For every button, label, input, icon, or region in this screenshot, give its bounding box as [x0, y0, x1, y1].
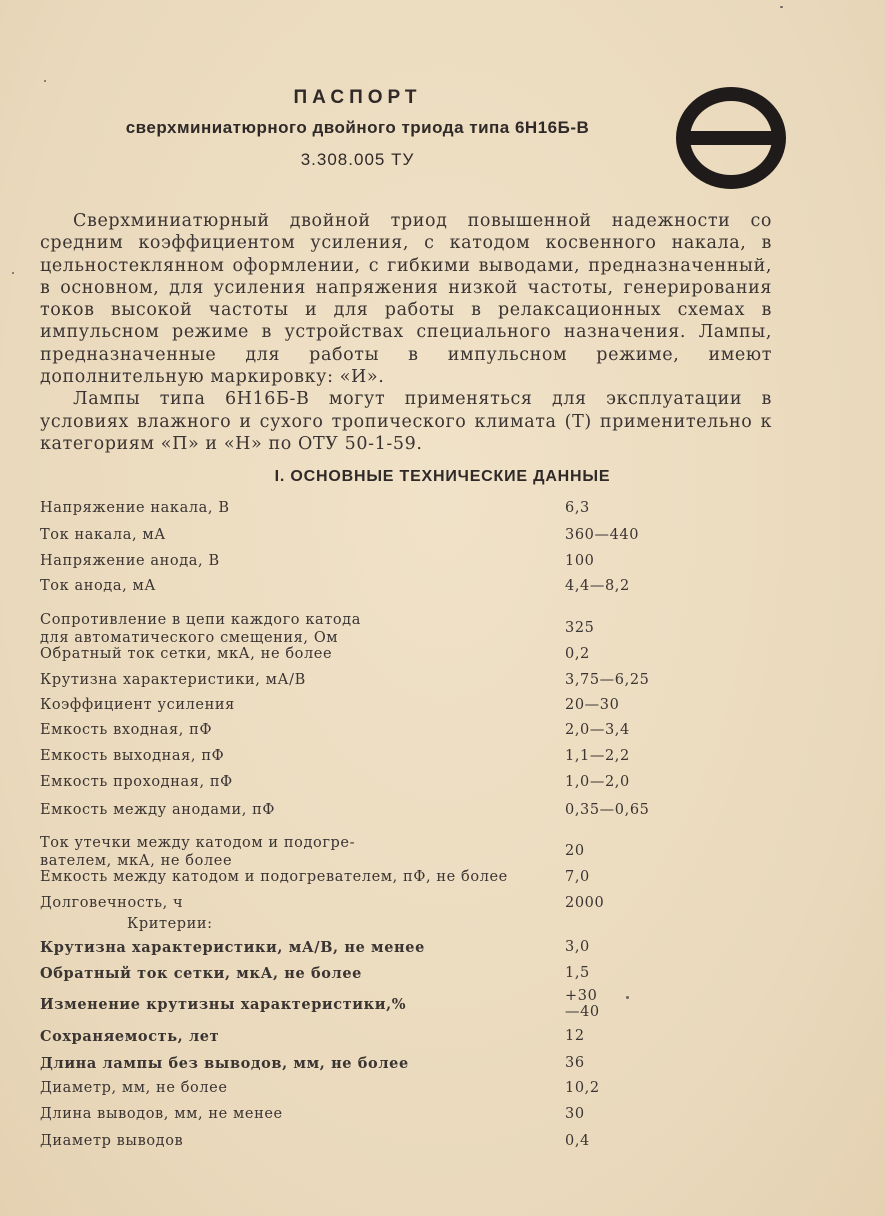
criteria-label: Диаметр, мм, не более: [40, 1080, 228, 1096]
paper-speck: [626, 996, 629, 999]
spec-value: 4,4—8,2: [565, 578, 630, 594]
criteria-label: Обратный ток сетки, мкА, не более: [40, 965, 362, 982]
criteria-value: 36: [565, 1055, 585, 1071]
spec-value: 325: [565, 620, 595, 636]
criteria-value: 3,0: [565, 939, 590, 955]
spec-label: Напряжение анода, В: [40, 553, 220, 569]
spec-label: Обратный ток сетки, мкА, не более: [40, 646, 333, 662]
criteria-value: 12: [565, 1028, 585, 1044]
intro-paragraph-2: Лампы типа 6Н16Б-В могут применяться для эксплуатации в условиях влажного и сухого тропического климата (Т) применительно к категориям «П» и «Н» по ОТУ 50-1-59.: [40, 389, 772, 454]
criteria-value: [565, 988, 600, 1020]
criteria-label: Изменение крутизны характеристики,%: [40, 996, 407, 1013]
spec-value: 2,0—3,4: [565, 722, 630, 738]
spec-label: Емкость выходная, пФ: [40, 748, 225, 764]
intro-paragraph-1: Сверхминиатюрный двойной триод повышенной надежности со средним коэффициентом усиления, с катодом косвенного накала, в цельностеклянном оформлении, с гибкими выводами, предназначенный, в основном, для усиления напряжения низкой частоты, генерирования токов высокой частоты и для работы в релаксационных схемах в импульсном режиме в устройствах специального назначения. Лампы, предназначенные для работы в импульсном режиме, имеют дополнительную маркировку: «И».: [40, 211, 772, 388]
spec-value: 20: [565, 843, 585, 859]
paper-speck: [12, 272, 14, 274]
criteria-label: Длина лампы без выводов, мм, не более: [40, 1055, 409, 1072]
spec-label: Напряжение накала, В: [40, 500, 230, 516]
criteria-value: 30: [565, 1106, 585, 1122]
spec-value: 1,0—2,0: [565, 774, 630, 790]
spec-label: Емкость проходная, пФ: [40, 774, 233, 790]
criteria-value: 1,5: [565, 965, 590, 981]
document-subtitle: сверхминиатюрного двойного триода типа 6Н16Б-В: [125, 118, 590, 137]
spec-label-line: Сопротивление в цепи каждого катода: [40, 612, 361, 628]
spec-value: 2000: [565, 895, 605, 911]
spec-label: [40, 611, 361, 647]
spec-value: 20—30: [565, 697, 620, 713]
spec-label: Крутизна характеристики, мА/В: [40, 672, 306, 688]
criteria-label: Сохраняемость, лет: [40, 1028, 220, 1045]
intro-text: [40, 210, 772, 455]
spec-value: 360—440: [565, 527, 640, 543]
spec-label: Емкость входная, пФ: [40, 722, 213, 738]
criteria-heading: Критерии:: [127, 916, 213, 932]
quality-mark-logo: [676, 87, 786, 189]
spec-value: 3,75—6,25: [565, 672, 650, 688]
spec-label: [40, 834, 355, 870]
paper-speck: [780, 6, 783, 8]
spec-value: 100: [565, 553, 595, 569]
criteria-label: Диаметр выводов: [40, 1133, 184, 1149]
spec-label: Емкость между катодом и подогревателем, пФ, не более: [40, 869, 508, 885]
criteria-value: 0,4: [565, 1133, 590, 1149]
spec-value: 0,2: [565, 646, 590, 662]
spec-label: Долговечность, ч: [40, 895, 184, 911]
spec-value: 1,1—2,2: [565, 748, 630, 764]
document-title: ПАСПОРТ: [293, 87, 422, 108]
spec-label: Ток анода, мА: [40, 578, 156, 594]
spec-label: Емкость между анодами, пФ: [40, 802, 276, 818]
criteria-value-lower: —40: [565, 1004, 600, 1020]
paper-speck: [44, 80, 46, 82]
spec-value: 0,35—0,65: [565, 802, 650, 818]
criteria-label: Крутизна характеристики, мА/В, не менее: [40, 939, 425, 956]
criteria-label: Длина выводов, мм, не менее: [40, 1106, 283, 1122]
criteria-value-upper: +30: [565, 988, 598, 1004]
spec-label-line: Ток утечки между катодом и подогре-: [40, 835, 356, 851]
spec-number: 3.308.005 ТУ: [300, 150, 415, 169]
criteria-value: 10,2: [565, 1080, 600, 1096]
spec-value: 6,3: [565, 500, 590, 516]
section-title: I. ОСНОВНЫЕ ТЕХНИЧЕСКИЕ ДАННЫЕ: [274, 468, 611, 485]
spec-label: Ток накала, мА: [40, 527, 166, 543]
spec-label: Коэффициент усиления: [40, 697, 235, 713]
spec-value: 7,0: [565, 869, 590, 885]
spec-label-line: для автоматического смещения, Ом: [40, 630, 339, 646]
spec-label-line: вателем, мкА, не более: [40, 853, 233, 869]
